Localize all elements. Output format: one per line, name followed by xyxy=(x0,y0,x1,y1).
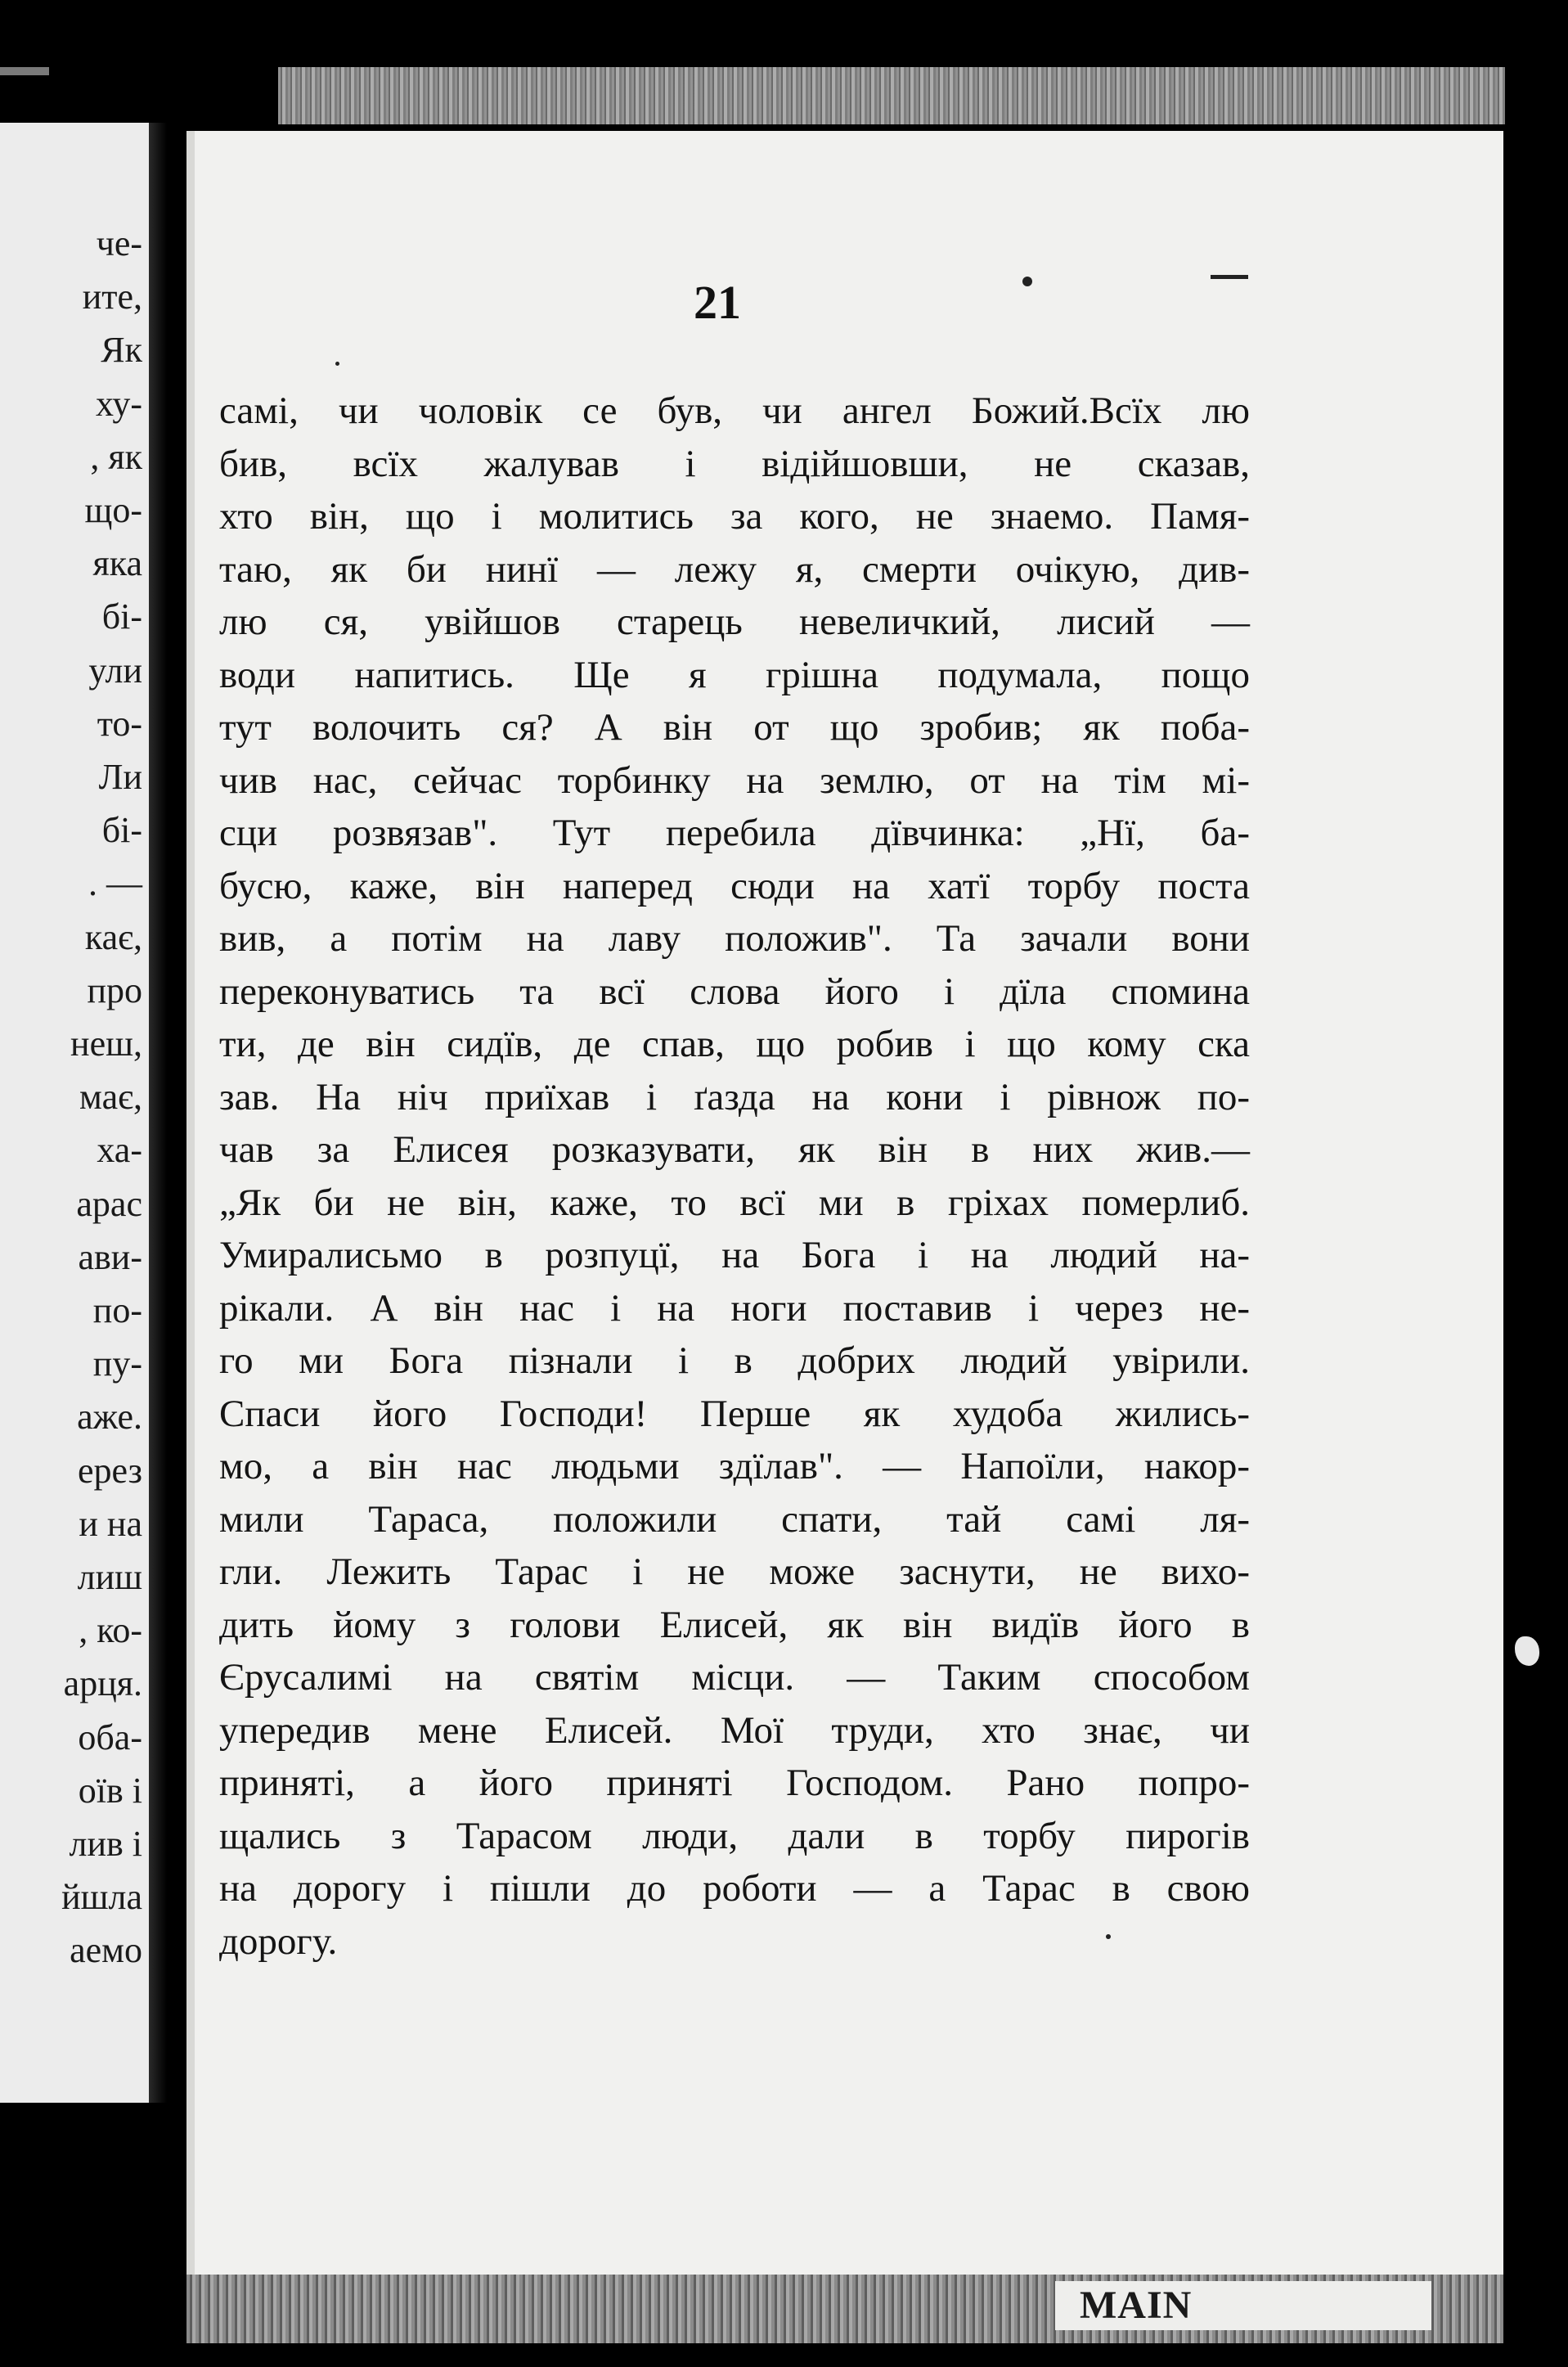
ink-mark xyxy=(1211,275,1248,279)
text-line: гли. Лежить Тарас і не може заснути, не вихо- xyxy=(219,1550,1250,1593)
previous-page-fragment: лив і xyxy=(69,1824,142,1864)
ink-speck xyxy=(1022,277,1032,286)
previous-page-fragment: що- xyxy=(84,490,142,530)
page-number: 21 xyxy=(694,276,741,329)
previous-page-fragment: Як xyxy=(101,330,142,371)
previous-page-fragment: то- xyxy=(97,703,142,744)
text-line: таю, як би нинї — лежу я, смерти очікую, див- xyxy=(219,547,1250,591)
previous-page-fragment: ули xyxy=(88,650,142,691)
previous-page-fragment: че- xyxy=(96,223,142,263)
ink-speck xyxy=(335,362,339,366)
page-body-text xyxy=(219,385,1250,1968)
previous-page-fragment: пу- xyxy=(92,1343,142,1384)
text-line: тут волочить ся? А він от що зробив; як поба- xyxy=(219,706,1250,749)
previous-page-fragment: яка xyxy=(92,543,142,584)
text-line: „Як би не він, каже, то всї ми в гріхах померлиб. xyxy=(219,1181,1250,1224)
text-line: на дорогу і пішли до роботи — а Тарас в свою xyxy=(219,1867,1250,1910)
previous-page-fragment: . — xyxy=(88,863,142,904)
previous-page-fragment: ху- xyxy=(96,383,142,424)
previous-page-fragment: Ли xyxy=(98,757,142,797)
previous-page-fragment: , як xyxy=(90,436,142,477)
library-stamp-label: MAIN xyxy=(1080,2284,1193,2327)
text-line: переконуватись та всї слова його і дїла спомина xyxy=(219,970,1250,1013)
previous-page-strip xyxy=(0,123,149,2103)
previous-page-fragment: йшла xyxy=(61,1877,142,1918)
previous-page-fragment: лиш xyxy=(77,1557,142,1597)
scan-edge-top xyxy=(278,67,1505,124)
previous-page-fragment: кає, xyxy=(84,916,142,957)
previous-page-fragment: аже. xyxy=(77,1397,142,1438)
text-line: зав. На ніч приїхав і ґазда на кони і рівнож по- xyxy=(219,1075,1250,1118)
text-line: чив нас, сейчас торбинку на землю, от на тім мі- xyxy=(219,758,1250,802)
previous-page-fragment: про xyxy=(87,970,142,1010)
previous-page-fragment: арас xyxy=(76,1183,142,1224)
previous-page-fragment: аемо xyxy=(70,1930,142,1971)
text-line: вив, а потім на лаву положив". Та зачали вони xyxy=(219,917,1250,960)
previous-page-fragment: оїв і xyxy=(78,1770,142,1811)
text-line: бив, всїх жалував і відійшовши, не сказав, xyxy=(219,442,1250,485)
text-line: чав за Елисея розказувати, як він в них жив.— xyxy=(219,1128,1250,1171)
text-line: мо, а він нас людьми здїлав". — Напоїли, накор- xyxy=(219,1445,1250,1487)
text-line: го ми Бога пізнали і в добрих людий увірили. xyxy=(219,1339,1250,1382)
text-line: щались з Тарасом люди, дали в торбу пирогів xyxy=(219,1814,1250,1857)
previous-page-fragment: має, xyxy=(79,1077,142,1118)
previous-page-fragment: ерез xyxy=(78,1450,142,1491)
text-line: води напитись. Ще я грішна подумала, пощо xyxy=(219,653,1250,696)
text-line: Умиралисьмо в розпуцї, на Бога і на людий на- xyxy=(219,1234,1250,1276)
previous-page-fragment: ите, xyxy=(82,277,142,317)
text-line: дорогу. xyxy=(219,1919,338,1963)
text-line: самі, чи чоловік се був, чи ангел Божий.Всїх лю xyxy=(219,389,1250,432)
previous-page-fragment: ави- xyxy=(78,1236,142,1277)
text-line: упередив мене Елисей. Мої труди, хто знає, чи xyxy=(219,1708,1250,1752)
text-line: лю ся, увійшов старець невеличкий, лисий — xyxy=(219,601,1250,643)
text-line: хто він, що і молитись за кого, не знаемо. Памя- xyxy=(219,495,1250,538)
previous-page-fragment: неш, xyxy=(70,1024,142,1064)
previous-page-fragment: бі- xyxy=(101,810,142,851)
paper-fleck xyxy=(1515,1636,1539,1666)
previous-page-fragment: , ко- xyxy=(79,1610,142,1651)
text-line: бусю, каже, він наперед сюди на хатї торбу поста xyxy=(219,864,1250,907)
text-line: дить йому з голови Елисей, як він видїв його в xyxy=(219,1603,1250,1646)
previous-page-fragment: арця. xyxy=(63,1663,142,1704)
scan-edge-top-left xyxy=(0,67,49,75)
text-line: Спаси його Господи! Перше як худоба жились- xyxy=(219,1392,1250,1435)
previous-page-fragment: и на xyxy=(79,1503,142,1544)
page-edge xyxy=(186,131,195,2275)
previous-page-fragment: ха- xyxy=(97,1130,142,1171)
text-line: ти, де він сидїв, де спав, що робив і що кому ска xyxy=(219,1023,1250,1065)
text-line: сци розвязав". Тут перебила дївчинка: „Нї, ба- xyxy=(219,812,1250,854)
text-line: Єрусалимі на святім місци. — Таким способом xyxy=(219,1656,1250,1699)
page-gutter xyxy=(149,123,167,2103)
text-line: мили Тараса, положили спати, тай самі ля- xyxy=(219,1497,1250,1541)
previous-page-fragment: оба- xyxy=(78,1717,142,1757)
previous-page-fragment: бі- xyxy=(101,596,142,637)
text-line: рікали. А він нас і на ноги поставив і через не- xyxy=(219,1286,1250,1330)
text-line: приняті, а його приняті Господом. Рано попро- xyxy=(219,1762,1250,1804)
previous-page-fragment: по- xyxy=(92,1290,142,1330)
